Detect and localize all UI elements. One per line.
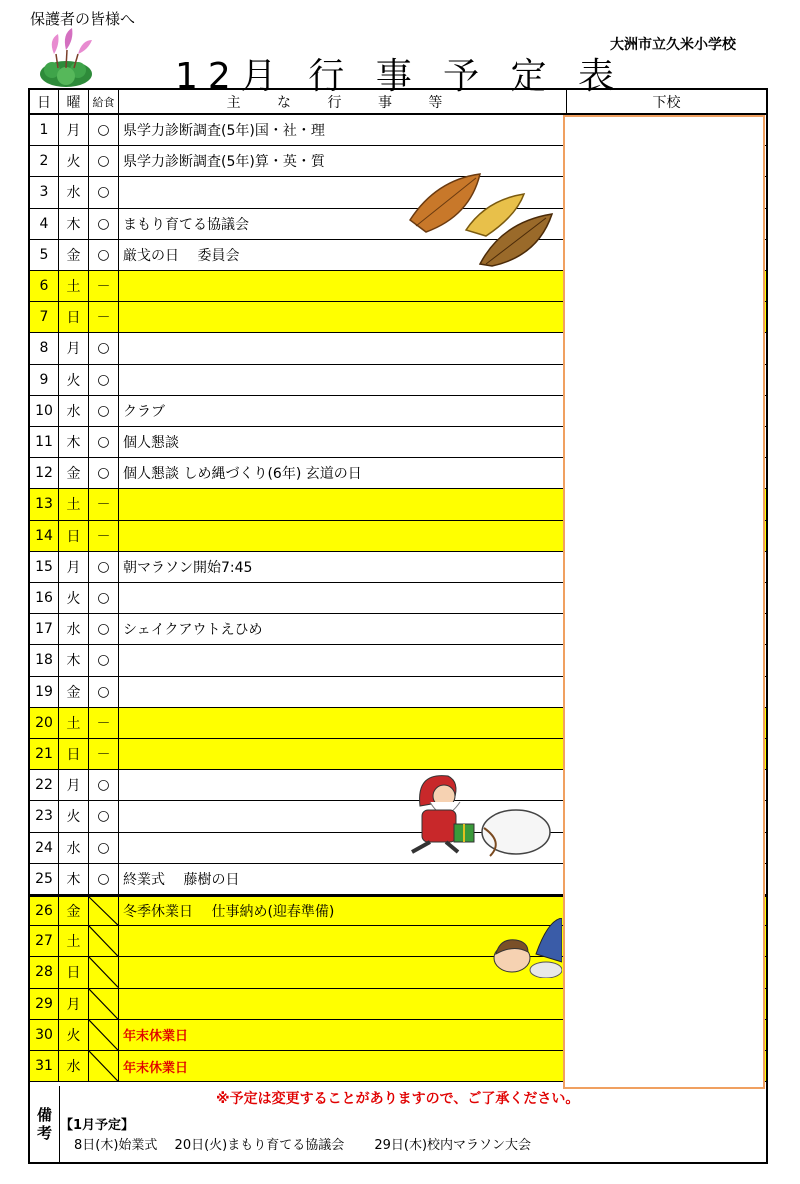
day-cell: 18 (30, 645, 59, 675)
event-cell (119, 989, 567, 1019)
column-header-weekday: 曜 (59, 90, 89, 113)
event-cell (119, 271, 567, 301)
weekday-cell: 木 (59, 427, 89, 457)
meal-cell: － (89, 302, 119, 332)
day-cell: 31 (30, 1051, 59, 1081)
diagonal-slash-icon (89, 957, 118, 987)
day-cell: 7 (30, 302, 59, 332)
meal-cell (89, 897, 119, 925)
weekday-cell: 月 (59, 333, 89, 363)
weekday-cell: 金 (59, 897, 89, 925)
day-cell: 26 (30, 897, 59, 925)
page-title: 12月 行 事 予 定 表 (175, 56, 625, 97)
column-header-day: 日 (30, 90, 59, 113)
day-cell: 13 (30, 489, 59, 519)
weekday-cell: 土 (59, 708, 89, 738)
school-name: 大洲市立久米小学校 (610, 37, 736, 53)
meal-cell (89, 1051, 119, 1081)
weekday-cell: 月 (59, 552, 89, 582)
event-cell: 個人懇談 しめ縄づくり(6年) 玄道の日 (119, 458, 567, 488)
event-cell (119, 365, 567, 395)
weekday-cell: 火 (59, 146, 89, 176)
weekday-cell: 日 (59, 957, 89, 987)
dismissal-column-box (563, 115, 765, 1089)
weekday-cell: 木 (59, 645, 89, 675)
day-cell: 5 (30, 240, 59, 270)
weekday-cell: 金 (59, 677, 89, 707)
event-cell: 個人懇談 (119, 427, 567, 457)
event-cell: まもり育てる協議会 (119, 209, 567, 239)
diagonal-slash-icon (89, 1051, 118, 1081)
event-cell: シェイクアウトえひめ (119, 614, 567, 644)
meal-cell: ○ (89, 614, 119, 644)
next-month-heading: 【1月予定】 (60, 1118, 135, 1133)
day-cell: 19 (30, 677, 59, 707)
event-cell (119, 583, 567, 613)
meal-cell: － (89, 271, 119, 301)
weekday-cell: 木 (59, 864, 89, 894)
weekday-cell: 土 (59, 271, 89, 301)
weekday-cell: 水 (59, 177, 89, 207)
meal-cell: ○ (89, 801, 119, 831)
day-cell: 9 (30, 365, 59, 395)
notes-label-bottom: 考 (36, 1124, 52, 1142)
event-cell (119, 333, 567, 363)
day-cell: 2 (30, 146, 59, 176)
meal-cell: ○ (89, 115, 119, 145)
meal-cell: － (89, 521, 119, 551)
weekday-cell: 日 (59, 302, 89, 332)
notes-warning: ※予定は変更することがありますので、ご了承ください。 (216, 1091, 580, 1107)
column-header-meal: 給食 (89, 90, 119, 113)
weekday-cell: 木 (59, 209, 89, 239)
weekday-cell: 金 (59, 458, 89, 488)
weekday-cell: 金 (59, 240, 89, 270)
day-cell: 8 (30, 333, 59, 363)
meal-cell: ○ (89, 864, 119, 894)
event-cell (119, 708, 567, 738)
event-cell (119, 302, 567, 332)
notes-label-top: 備 (36, 1106, 52, 1124)
weekday-cell: 水 (59, 396, 89, 426)
day-cell: 30 (30, 1020, 59, 1050)
day-cell: 3 (30, 177, 59, 207)
greeting: 保護者の皆様へ (30, 10, 136, 28)
day-cell: 24 (30, 833, 59, 863)
day-cell: 27 (30, 926, 59, 956)
weekday-cell: 月 (59, 115, 89, 145)
meal-cell: ○ (89, 396, 119, 426)
weekday-cell: 火 (59, 1020, 89, 1050)
day-cell: 21 (30, 739, 59, 769)
day-cell: 12 (30, 458, 59, 488)
weekday-cell: 月 (59, 770, 89, 800)
event-cell: 年末休業日 (119, 1051, 567, 1081)
weekday-cell: 土 (59, 926, 89, 956)
event-cell: 厳戈の日 委員会 (119, 240, 567, 270)
diagonal-slash-icon (89, 926, 118, 956)
weekday-cell: 火 (59, 801, 89, 831)
event-cell: 終業式 藤樹の日 (119, 864, 567, 894)
meal-cell: ○ (89, 645, 119, 675)
weekday-cell: 月 (59, 989, 89, 1019)
day-cell: 29 (30, 989, 59, 1019)
meal-cell (89, 1020, 119, 1050)
diagonal-slash-icon (89, 897, 118, 925)
weekday-cell: 日 (59, 521, 89, 551)
event-cell: 冬季休業日 仕事納め(迎春準備) (119, 897, 567, 925)
day-cell: 22 (30, 770, 59, 800)
meal-cell: ○ (89, 583, 119, 613)
sleeping-child-illustration-icon (488, 918, 562, 978)
day-cell: 20 (30, 708, 59, 738)
weekday-cell: 火 (59, 365, 89, 395)
meal-cell (89, 926, 119, 956)
event-cell: 県学力診断調査(5年)国・社・理 (119, 115, 567, 145)
notes-section (30, 1086, 766, 1162)
event-cell: クラブ (119, 396, 567, 426)
meal-cell (89, 957, 119, 987)
event-cell (119, 739, 567, 769)
weekday-cell: 水 (59, 833, 89, 863)
meal-cell: ○ (89, 770, 119, 800)
event-cell (119, 645, 567, 675)
meal-cell: ○ (89, 365, 119, 395)
santa-claus-illustration-icon (404, 766, 554, 862)
event-cell (119, 677, 567, 707)
day-cell: 10 (30, 396, 59, 426)
weekday-cell: 土 (59, 489, 89, 519)
day-cell: 6 (30, 271, 59, 301)
event-cell (119, 489, 567, 519)
meal-cell: ○ (89, 427, 119, 457)
column-header-dismissal: 下校 (652, 94, 681, 111)
next-month-detail: 8日(木)始業式 20日(火)まもり育てる協議会 29日(木)校内マラソン大会 (74, 1138, 532, 1153)
meal-cell: ○ (89, 240, 119, 270)
meal-cell: － (89, 708, 119, 738)
event-cell: 年末休業日 (119, 1020, 567, 1050)
day-cell: 17 (30, 614, 59, 644)
weekday-cell: 水 (59, 614, 89, 644)
event-cell (119, 521, 567, 551)
day-cell: 11 (30, 427, 59, 457)
event-cell: 朝マラソン開始7:45 (119, 552, 567, 582)
cyclamen-illustration-icon (32, 24, 100, 90)
autumn-leaves-illustration-icon (406, 170, 558, 270)
meal-cell: ○ (89, 146, 119, 176)
day-cell: 16 (30, 583, 59, 613)
meal-cell: － (89, 489, 119, 519)
diagonal-slash-icon (89, 989, 118, 1019)
meal-cell: ○ (89, 677, 119, 707)
day-cell: 25 (30, 864, 59, 894)
column-header-events: 主 な 行 事 等 (119, 90, 567, 113)
day-cell: 4 (30, 209, 59, 239)
event-cell: 県学力診断調査(5年)算・英・質 (119, 146, 567, 176)
day-cell: 14 (30, 521, 59, 551)
notes-label (30, 1086, 60, 1162)
meal-cell: ○ (89, 209, 119, 239)
day-cell: 23 (30, 801, 59, 831)
meal-cell: ○ (89, 458, 119, 488)
meal-cell (89, 989, 119, 1019)
diagonal-slash-icon (89, 1020, 118, 1050)
weekday-cell: 日 (59, 739, 89, 769)
meal-cell: ○ (89, 177, 119, 207)
meal-cell: ○ (89, 833, 119, 863)
meal-cell: ○ (89, 552, 119, 582)
day-cell: 28 (30, 957, 59, 987)
table-header (30, 90, 766, 115)
weekday-cell: 火 (59, 583, 89, 613)
day-cell: 15 (30, 552, 59, 582)
meal-cell: － (89, 739, 119, 769)
meal-cell: ○ (89, 333, 119, 363)
day-cell: 1 (30, 115, 59, 145)
weekday-cell: 水 (59, 1051, 89, 1081)
